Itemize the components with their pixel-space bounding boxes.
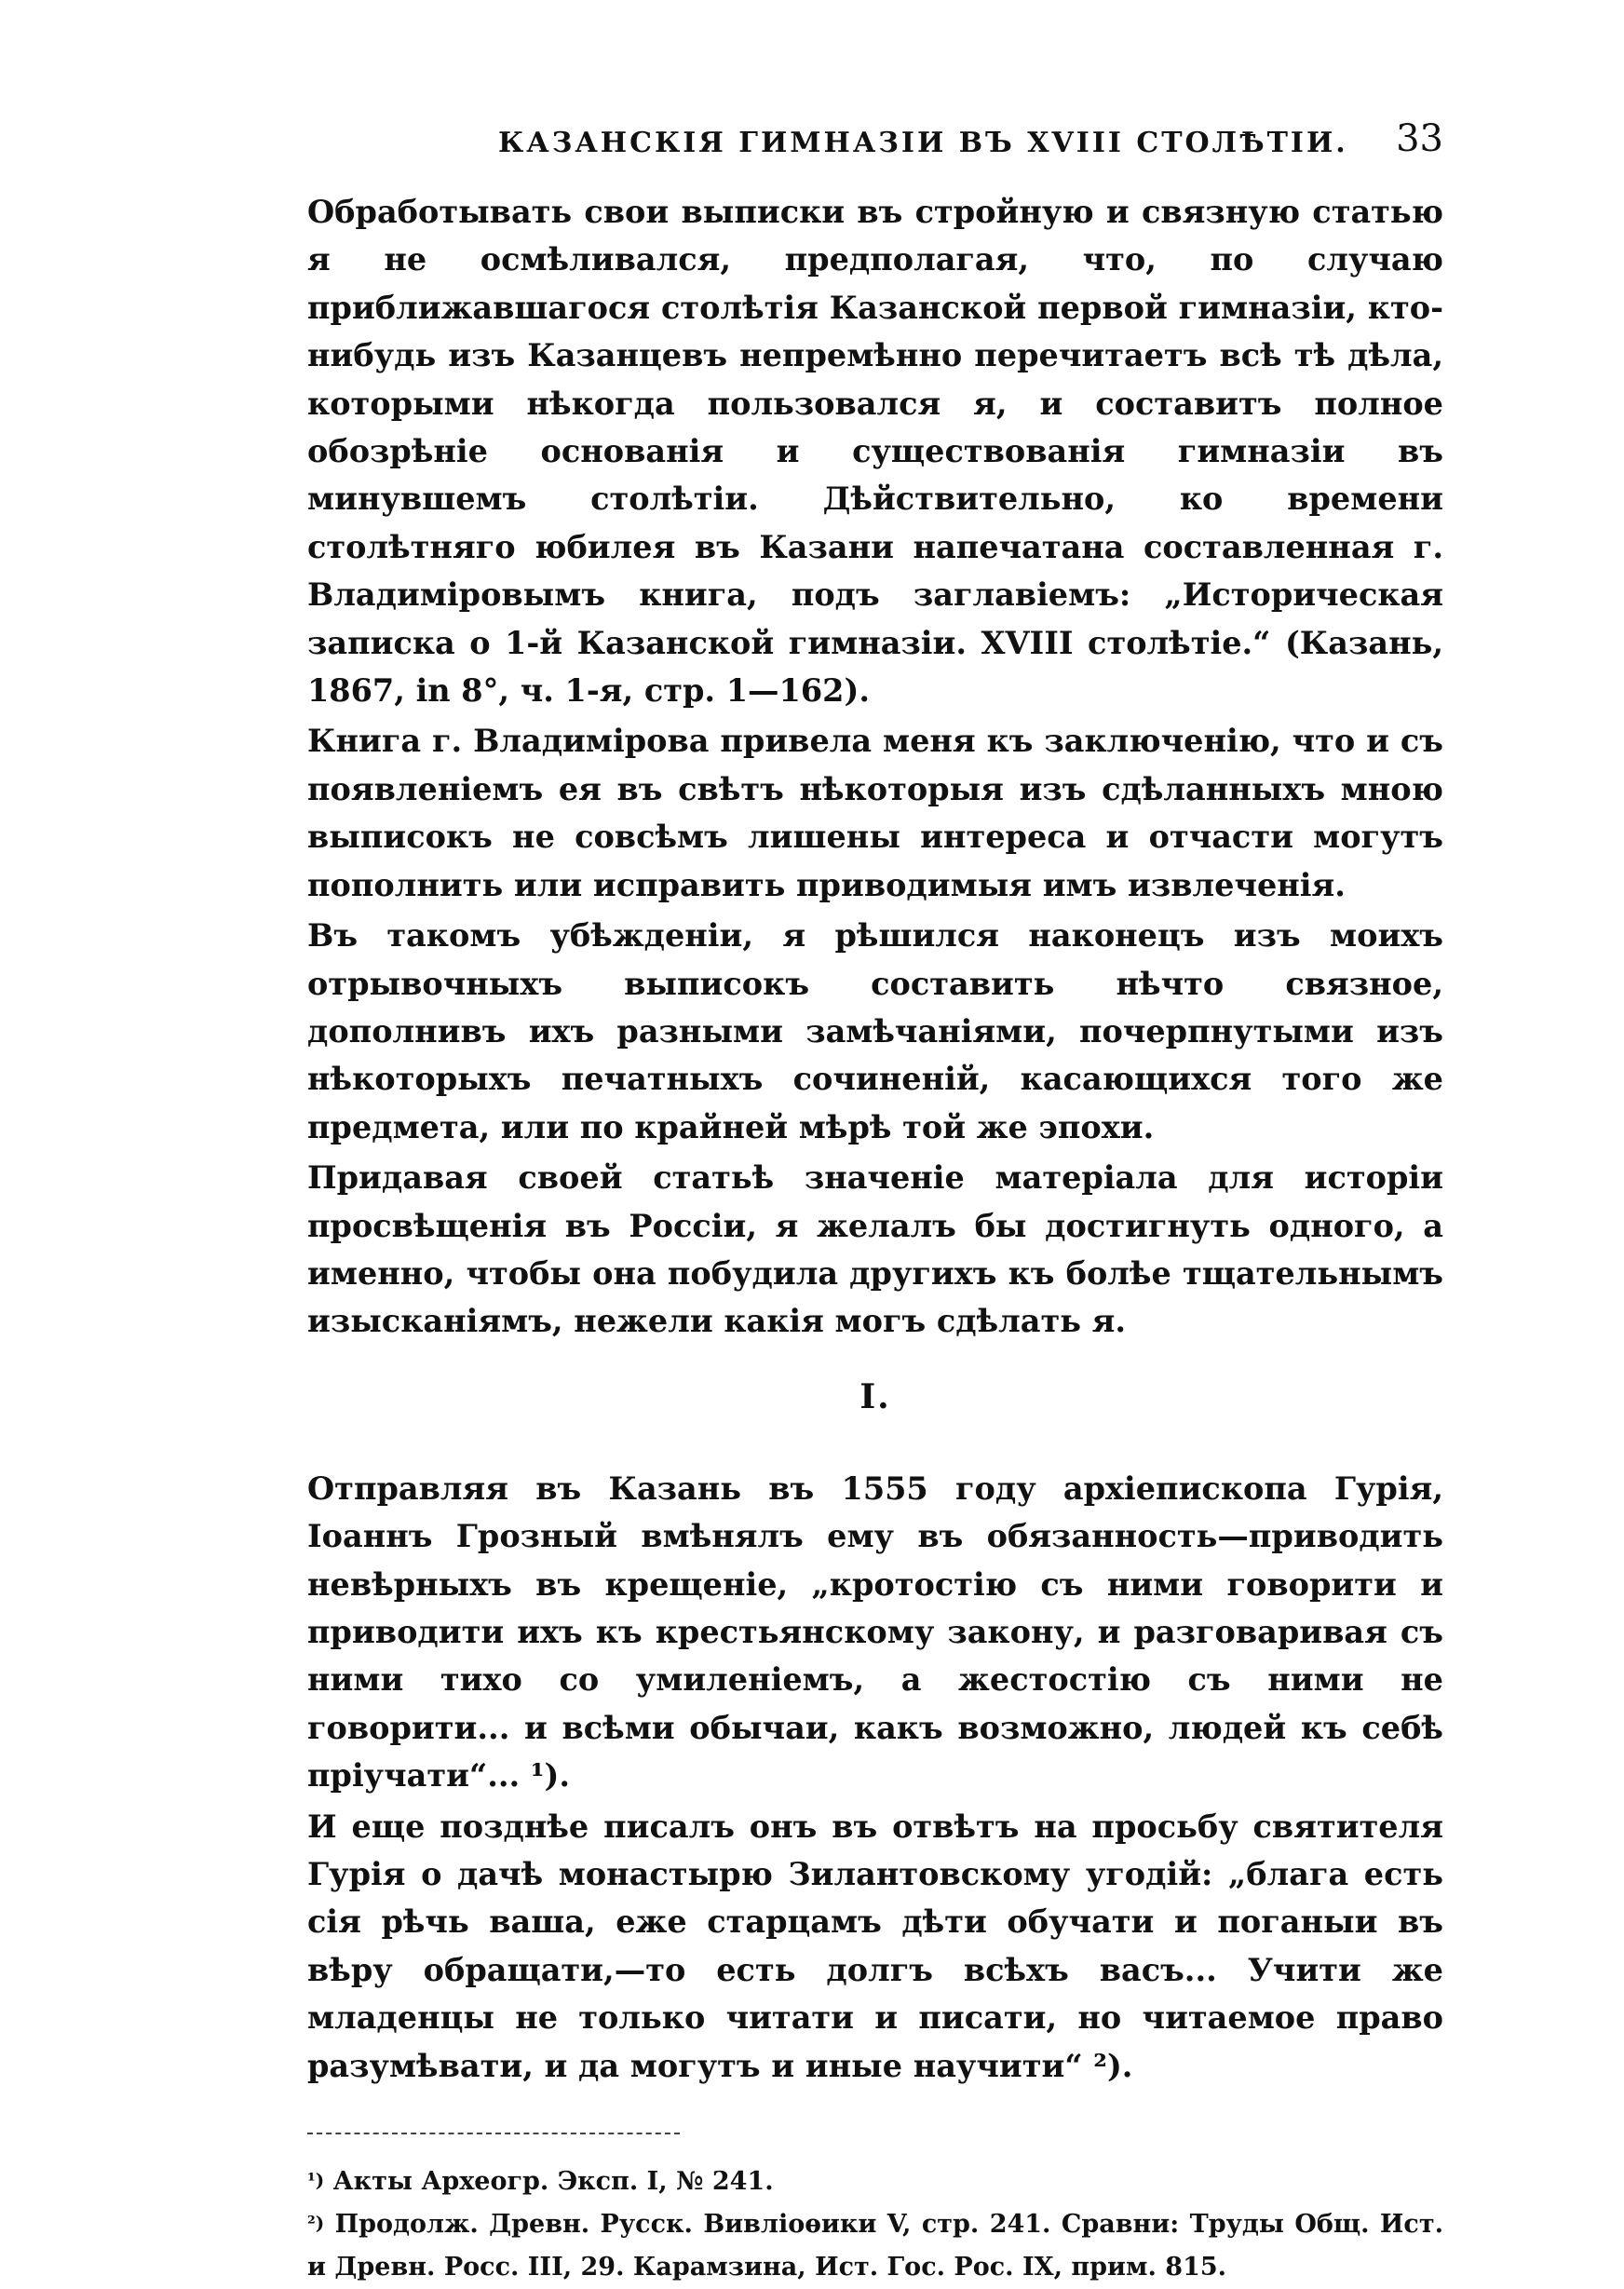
footnote-mark: ¹) xyxy=(307,2169,325,2192)
paragraph: Книга г. Владиміровa привела меня къ заключенію, что и съ появленіемъ ея въ свѣтъ нѣкоторыя изъ сдѣланныхъ мною выписокъ не совсѣмъ лишены интереса и отчасти могутъ пополнить или исправить приводимыя имъ извлеченія. xyxy=(307,723,1443,903)
page-number: 33 xyxy=(1396,117,1443,160)
paragraph: Въ такомъ убѣжденіи, я рѣшился наконецъ изъ моихъ отрывочныхъ выписокъ составить нѣчто связное, дополнивъ ихъ разными замѣчаніями, почерпнутыми изъ нѣкоторыхъ печатныхъ сочиненій, касающихся того же предмета, или по крайней мѣрѣ той же эпохи. xyxy=(307,917,1443,1145)
footnote xyxy=(307,2160,1443,2203)
footnotes xyxy=(307,2160,1443,2289)
footnote xyxy=(307,2203,1443,2289)
body-text xyxy=(307,188,1443,2090)
footnote-divider xyxy=(307,2133,680,2134)
paragraph: Обработывать свои выписки въ стройную и связную статью я не осмѣливался, предполагая, что, по случаю приближавшагося столѣтія Казанской первой гимназіи, кто-нибудь изъ Казанцевъ непремѣнно перечитаетъ всѣ тѣ дѣла, которыми нѣкогда пользовался я, и составитъ полное обозрѣніе основанія и существованія гимназіи въ минувшемъ столѣтіи. Дѣйствительно, ко времени столѣтняго юбилея въ Казани напечатана составленная г. Владиміровымъ книга, подъ заглавіемъ: „Историческая записка о 1-й Казанской гимназіи. XVIII столѣтіе.“ (Казань, 1867, in 8°, ч. 1-я, стр. 1—162). xyxy=(307,194,1443,710)
footnote-text: Акты Археогр. Эксп. I, № 241. xyxy=(332,2167,774,2197)
paragraph: Придавая своей статьѣ значеніе матеріала для исторіи просвѣщенія въ Россіи, я желалъ бы достигнуть одного, а именно, чтобы она побудила другихъ къ болѣе тщательнымъ изысканіямъ, нежели какія могъ сдѣлать я. xyxy=(307,1159,1443,1340)
book-page xyxy=(307,112,1443,2289)
footnote-text: Продолж. Древн. Русск. Вивліоѳики V, стр. 241. Сравни: Труды Общ. Ист. и Древн. Росс. III, 29. Карамзина, Ист. Гос. Рос. IX, прим. 815. xyxy=(307,2210,1443,2282)
paragraph: Отправляя въ Казань въ 1555 году архіепископа Гурія, Іоаннъ Грозный вмѣнялъ ему въ обязанность—приводить невѣрныхъ въ крещеніе, „кротостію съ ними говорити и приводити ихъ къ крестьянскому закону, и разговаривая съ ними тихо со умиленіемъ, а жестостію съ ними не говорити... и всѣми обычаи, какъ возможно, людей къ себѣ пріучати“... ¹). xyxy=(307,1470,1443,1795)
running-head xyxy=(307,112,1443,168)
section-heading: I. xyxy=(859,1376,891,1416)
paragraph: И еще позднѣе писалъ онъ въ отвѣтъ на просьбу святителя Гурія о дачѣ монастырю Зилантовскому угодій: „блага есть сія рѣчь ваша, еже старцамъ дѣти обучати и поганыи въ вѣру обращати,—то есть долгъ всѣхъ васъ... Учити же младенцы не только читати и писати, но читаемое право разумѣвати, и да могутъ и иные научити“ ²). xyxy=(307,1808,1443,2084)
running-title: КАЗАНСКІЯ ГИМНАЗІИ ВЪ XVIII СТОЛѢТІИ. xyxy=(498,127,1348,159)
footnote-mark: ²) xyxy=(307,2212,325,2235)
